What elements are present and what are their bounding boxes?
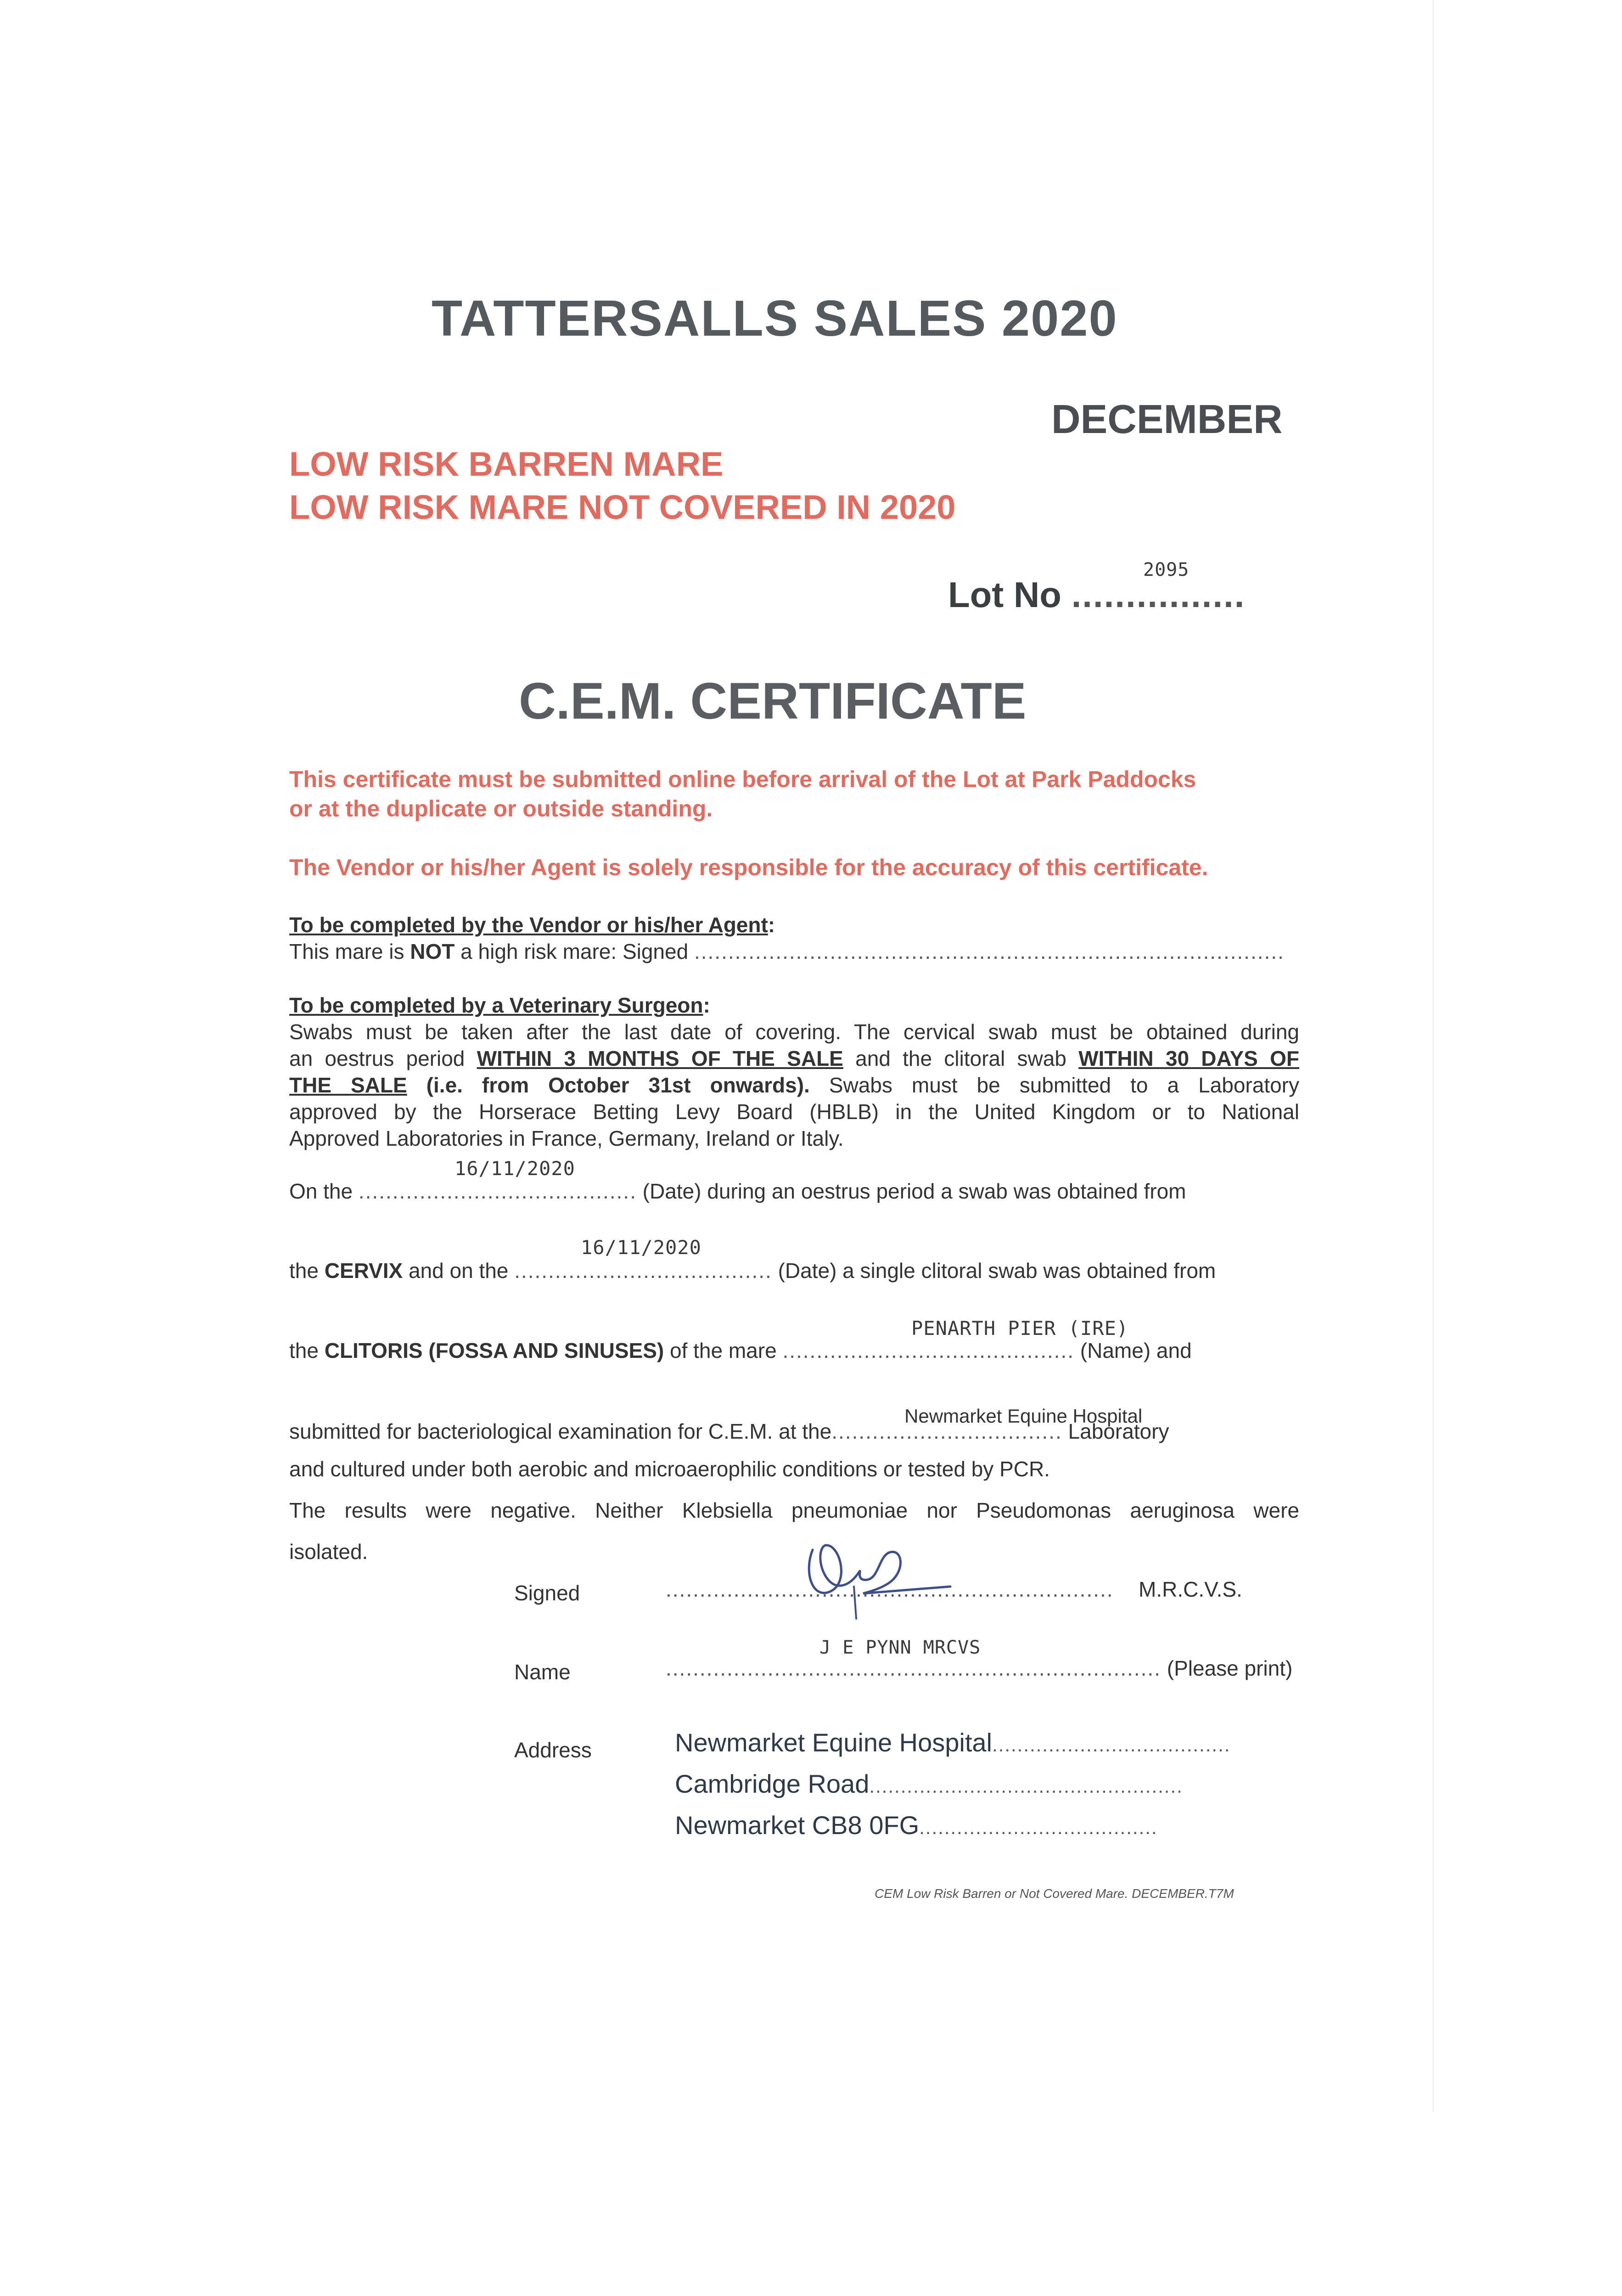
address-line3-text: Newmarket CB8 0FG	[675, 1811, 920, 1840]
scan-edge	[1432, 0, 1434, 2112]
vet-name-line	[666, 1655, 1292, 1682]
address-line3-dots: ......................................	[919, 1817, 1158, 1838]
vet-instructions-line5	[289, 1125, 1299, 1152]
address-line2-dots: ..................................................	[869, 1775, 1183, 1797]
vet-instructions-line3	[289, 1072, 1299, 1098]
sale-month: DECEMBER	[1051, 396, 1283, 442]
laboratory-line	[289, 1418, 1169, 1445]
vet-instructions	[289, 1019, 1299, 1152]
vet-heading-text: To be completed by a Veterinary Surgeon	[289, 993, 703, 1017]
vet-line2-b: WITHIN 3 MONTHS OF THE SALE	[477, 1047, 843, 1070]
lot-number-field	[948, 574, 1245, 616]
address-line1	[675, 1728, 1230, 1757]
submission-notice-line1: This certificate must be submitted online before arrival of the Lot at Park Paddocks	[289, 766, 1196, 792]
address-line1-text: Newmarket Equine Hospital	[675, 1728, 992, 1757]
on-the-label: On the	[289, 1179, 353, 1203]
results-statement-line2: isolated.	[289, 1540, 368, 1564]
vet-line2-a: an oestrus period	[289, 1047, 477, 1070]
vendor-heading-colon: :	[768, 913, 775, 937]
laboratory-value: Newmarket Equine Hospital	[904, 1405, 1143, 1427]
cervix-mid: and on the	[403, 1259, 509, 1283]
vendor-declaration-line	[289, 938, 1285, 965]
address-line2	[675, 1769, 1183, 1799]
clitoris-bold: CLITORIS (FOSSA AND SINUSES)	[324, 1339, 664, 1362]
vet-instructions-line1	[289, 1019, 1299, 1045]
vet-line5-text: Approved Laboratories in France, Germany, Ireland or Italy.	[289, 1126, 844, 1150]
submission-notice-line2: or at the duplicate or outside standing.	[289, 796, 713, 822]
responsibility-notice: The Vendor or his/her Agent is solely responsible for the accuracy of this certificate.	[289, 855, 1208, 880]
address-line3	[675, 1810, 1158, 1840]
vet-section-heading	[289, 992, 710, 1019]
vendor-section-heading	[289, 912, 775, 938]
document-title: TATTERSALLS SALES 2020	[432, 290, 1118, 347]
cultured-statement: and cultured under both aerobic and microaerophilic conditions or tested by PCR.	[289, 1457, 1050, 1481]
name-label: Name	[514, 1660, 571, 1684]
clitoral-date-field[interactable]: ......................................	[514, 1259, 772, 1283]
vet-instructions-line2	[289, 1045, 1299, 1072]
vendor-heading-text: To be completed by the Vendor or his/her Agent	[289, 913, 768, 937]
clitoral-date-value: 16/11/2020	[581, 1236, 702, 1259]
footer-reference: CEM Low Risk Barren or Not Covered Mare. DECEMBER.T7M	[875, 1886, 1234, 1901]
vet-signature-dots: ..................................................................	[666, 1577, 1114, 1601]
vet-line2-d: WITHIN 30 DAYS OF	[1078, 1047, 1299, 1070]
vendor-signature-line[interactable]: .......................................................................................	[694, 940, 1285, 963]
clitoris-mid: of the mare	[664, 1339, 777, 1362]
vet-line3-b: (i.e. from October 31st onwards).	[407, 1073, 810, 1097]
certificate-title: C.E.M. CERTIFICATE	[519, 672, 1027, 730]
vet-instructions-line4	[289, 1098, 1299, 1125]
vendor-line-post: a high risk mare: Signed	[455, 940, 689, 963]
cervix-pre: the	[289, 1259, 325, 1283]
signed-label: Signed	[514, 1581, 580, 1605]
submitted-pre: submitted for bacteriological examination for C.E.M. at the	[289, 1419, 832, 1443]
clitoral-date-line	[289, 1257, 1216, 1284]
cervix-date-post: (Date) during an oestrus period a swab was obtained from	[642, 1179, 1186, 1203]
vet-line2-c: and the clitoral swab	[843, 1047, 1079, 1070]
mare-name-post: (Name) and	[1080, 1339, 1192, 1362]
vet-heading-colon: :	[703, 993, 710, 1017]
category-barren-mare: LOW RISK BARREN MARE	[289, 445, 724, 483]
mare-name-field[interactable]: ...........................................	[782, 1339, 1074, 1362]
vendor-line-pre: This mare is	[289, 940, 410, 963]
cervix-date-field[interactable]: .........................................	[358, 1179, 637, 1203]
laboratory-field[interactable]: ..................................	[831, 1419, 1062, 1443]
clitoris-pre: the	[289, 1339, 325, 1362]
signature-scribble-icon	[799, 1536, 964, 1623]
address-line2-text: Cambridge Road	[675, 1769, 870, 1798]
vet-name-value: J E PYNN MRCVS	[819, 1637, 981, 1658]
cervix-bold: CERVIX	[324, 1259, 403, 1283]
address-line1-dots: ......................................	[992, 1734, 1231, 1756]
mare-name-value: PENARTH PIER (IRE)	[911, 1317, 1129, 1339]
lot-number-label: Lot No	[948, 574, 1061, 615]
results-statement-line1: The results were negative. Neither Klebsiella pneumoniae nor Pseudomonas aeruginosa were	[289, 1498, 1299, 1522]
vet-name-field[interactable]: .........................................................................	[666, 1656, 1161, 1680]
mare-name-line	[289, 1337, 1192, 1364]
cervix-date-value: 16/11/2020	[455, 1157, 575, 1180]
vet-line4-text: approved by the Horserace Betting Levy Board (HBLB) in the United Kingdom or to National	[289, 1100, 1299, 1124]
lot-number-value: 2095	[1143, 559, 1190, 580]
address-label: Address	[514, 1738, 592, 1762]
vet-line3-c: Swabs must be submitted to a Laboratory	[809, 1073, 1299, 1097]
vet-line1-text: Swabs must be taken after the last date of covering. The cervical swab must be obtained during	[289, 1020, 1299, 1044]
please-print-label: (Please print)	[1167, 1656, 1293, 1680]
category-not-covered: LOW RISK MARE NOT COVERED IN 2020	[289, 488, 956, 526]
vet-line3-a: THE SALE	[289, 1073, 407, 1097]
mrcvs-suffix: M.R.C.V.S.	[1139, 1577, 1242, 1601]
clitoral-date-post: (Date) a single clitoral swab was obtained from	[778, 1259, 1216, 1283]
submitted-post: Laboratory	[1068, 1419, 1169, 1443]
cervix-date-line	[289, 1178, 1186, 1204]
lot-number-dots: ................	[1071, 574, 1246, 615]
vendor-line-not: NOT	[410, 940, 455, 963]
